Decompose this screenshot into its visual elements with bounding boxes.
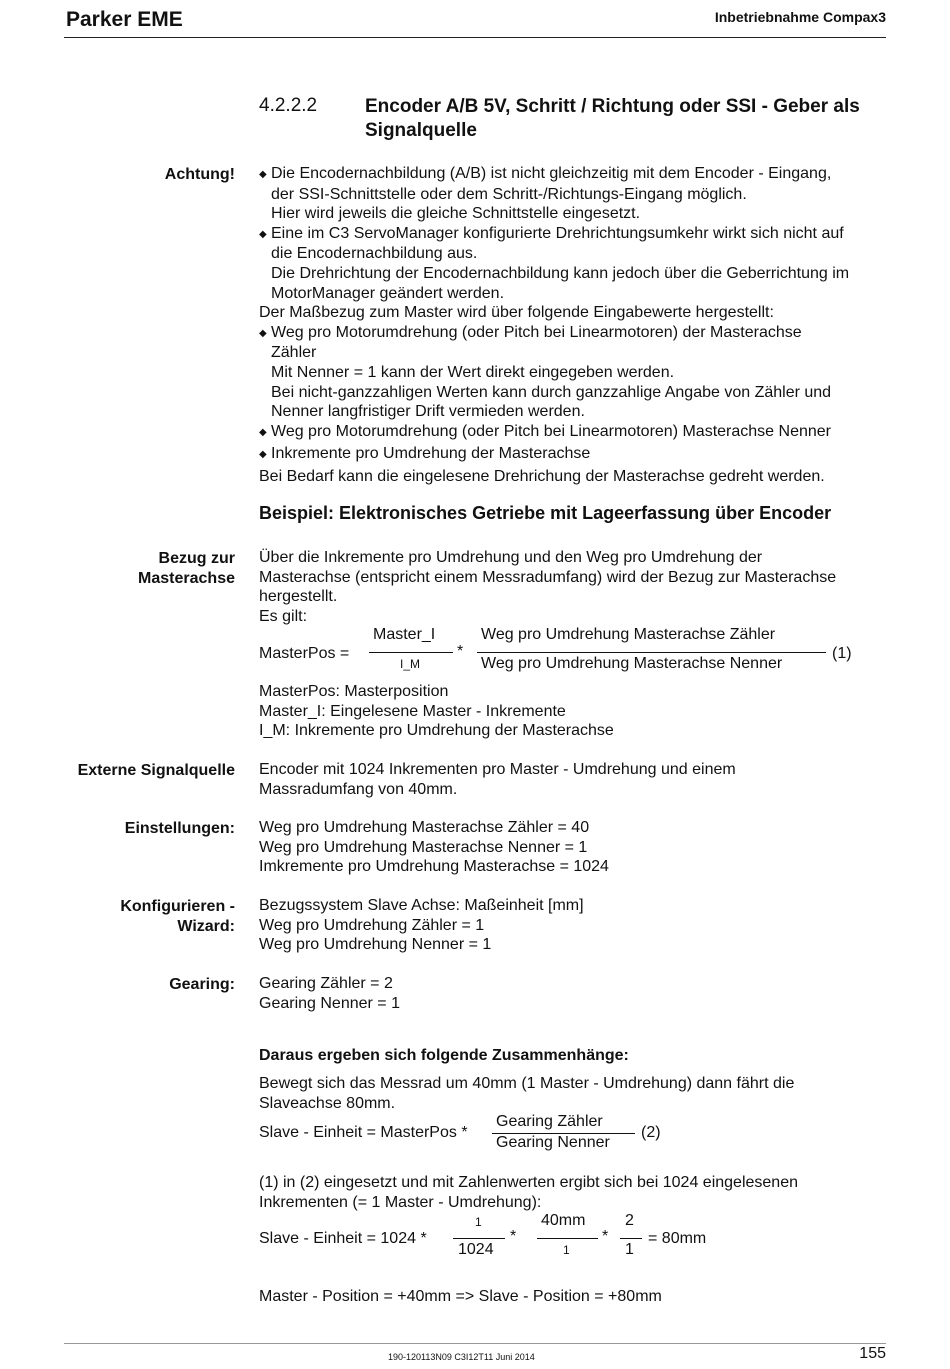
achtung-line: Der Maßbezug zum Master wird über folgende Eingabewerte hergestellt: bbox=[259, 304, 774, 322]
formula1-frac2-bar bbox=[477, 652, 826, 653]
achtung-line: der SSI-Schnittstelle oder dem Schritt-/Richtungs-Eingang möglich. bbox=[271, 185, 747, 203]
definition-line: MasterPos: Masterposition bbox=[259, 683, 449, 700]
diamond-bullet-icon: ◆ bbox=[259, 327, 267, 339]
gearing-line: Gearing Zähler = 2 bbox=[259, 975, 393, 992]
achtung-line: ◆ Weg pro Motorumdrehung (oder Pitch bei Linearmotoren) der Masterachse bbox=[259, 323, 899, 344]
einstellungen-label: Einstellungen: bbox=[124, 820, 235, 837]
bezug-line: hergestellt. bbox=[259, 588, 338, 606]
extern-line: Encoder mit 1024 Inkrementen pro Master - Umdrehung und einem bbox=[259, 761, 736, 778]
wizard-line: Bezugssystem Slave Achse: Maßeinheit [mm] bbox=[259, 897, 584, 914]
einstellungen-block bbox=[259, 818, 899, 877]
gearing-label: Gearing: bbox=[169, 976, 235, 993]
achtung-block bbox=[259, 164, 899, 487]
einsetz-line: (1) in (2) eingesetzt und mit Zahlenwerten ergibt sich bei 1024 eingelesenen bbox=[259, 1174, 798, 1191]
formula3-result: = 80mm bbox=[648, 1230, 707, 1247]
daraus-line: Slaveachse 80mm. bbox=[259, 1094, 396, 1112]
diamond-bullet-icon: ◆ bbox=[259, 426, 267, 438]
einstellungen-line: Imkremente pro Umdrehung Masterachse = 1024 bbox=[259, 858, 609, 876]
page-number: 155 bbox=[859, 1345, 886, 1362]
formula3-frac1-numerator: 1 bbox=[475, 1215, 482, 1229]
diamond-bullet-icon: ◆ bbox=[259, 449, 267, 461]
achtung-line: ◆ Weg pro Motorumdrehung (oder Pitch bei Linearmotoren) Masterachse Nenner bbox=[259, 422, 899, 443]
example-heading: Beispiel: Elektronisches Getriebe mit Lageerfassung über Encoder bbox=[259, 503, 832, 523]
extern-line: Massradumfang von 40mm. bbox=[259, 780, 458, 798]
formula3-frac3-numerator: 2 bbox=[625, 1212, 634, 1229]
achtung-line: ◆ Inkremente pro Umdrehung der Masterachse bbox=[259, 444, 899, 465]
achtung-line: ◆ Eine im C3 ServoManager konfigurierte Drehrichtungsumkehr wirkt sich nicht auf bbox=[259, 224, 899, 245]
header-manual-title: Inbetriebnahme Compax3 bbox=[714, 9, 886, 25]
achtung-line: ◆ Die Encodernachbildung (A/B) ist nicht gleichzeitig mit dem Encoder - Eingang, bbox=[259, 164, 899, 185]
section-number: 4.2.2.2 bbox=[259, 95, 318, 116]
achtung-line: Zähler bbox=[271, 344, 317, 362]
formula1-frac1-bar bbox=[369, 652, 453, 653]
diamond-bullet-icon: ◆ bbox=[259, 228, 267, 240]
formula1-frac1-denominator: I_M bbox=[400, 657, 421, 671]
bezug-label: Bezug zur Masterachse bbox=[138, 550, 235, 587]
formula1-frac2-numerator: Weg pro Umdrehung Masterachse Zähler bbox=[481, 626, 776, 643]
definition-line: Master_I: Eingelesene Master - Inkremente bbox=[259, 702, 566, 720]
einstellungen-line: Weg pro Umdrehung Masterachse Zähler = 40 bbox=[259, 819, 590, 836]
achtung-line: Nenner langfristiger Drift vermieden werden. bbox=[271, 403, 585, 421]
formula3-frac3-bar bbox=[620, 1238, 642, 1239]
wizard-line: Weg pro Umdrehung Zähler = 1 bbox=[259, 916, 485, 934]
bezug-line: Über die Inkremente pro Umdrehung und den Weg pro Umdrehung der bbox=[259, 549, 763, 566]
bezug-line: Es gilt: bbox=[259, 607, 308, 625]
formula3-frac2-bar bbox=[537, 1238, 598, 1239]
einstellungen-line: Weg pro Umdrehung Masterachse Nenner = 1 bbox=[259, 838, 588, 856]
bezug-block bbox=[259, 548, 899, 626]
achtung-line: Bei nicht-ganzzahligen Werten kann durch ganzzahlige Angabe von Zähler und bbox=[271, 383, 832, 401]
achtung-line: Mit Nenner = 1 kann der Wert direkt eingegeben werden. bbox=[271, 363, 675, 381]
formula1-frac2-denominator: Weg pro Umdrehung Masterachse Nenner bbox=[481, 655, 783, 672]
formula2-lhs: Slave - Einheit = MasterPos * bbox=[259, 1124, 468, 1141]
formula1-star: * bbox=[457, 643, 464, 660]
formula3-star2: * bbox=[602, 1228, 609, 1245]
section-title: Encoder A/B 5V, Schritt / Richtung oder SSI - Geber als Signalquelle bbox=[365, 96, 860, 141]
daraus-heading: Daraus ergeben sich folgende Zusammenhänge: bbox=[259, 1047, 629, 1064]
extern-label: Externe Signalquelle bbox=[77, 762, 235, 779]
header-divider bbox=[64, 37, 886, 38]
achtung-label: Achtung! bbox=[164, 166, 235, 183]
footer-divider bbox=[64, 1343, 886, 1344]
diamond-bullet-icon: ◆ bbox=[259, 169, 267, 180]
einsetz-block bbox=[259, 1173, 899, 1212]
daraus-block bbox=[259, 1074, 899, 1113]
gearing-block bbox=[259, 974, 899, 1013]
formula3-frac2-numerator: 40mm bbox=[541, 1212, 586, 1229]
achtung-line: Bei Bedarf kann die eingelesene Drehrichung der Masterachse gedreht werden. bbox=[259, 467, 825, 485]
header-brand: Parker EME bbox=[66, 8, 183, 31]
formula1-equation-number: (1) bbox=[832, 645, 852, 662]
bezug-line: Masterachse (entspricht einem Messradumfang) wird der Bezug zur Masterachse bbox=[259, 568, 837, 586]
formula1-frac1-numerator: Master_I bbox=[373, 626, 436, 643]
definitions-block bbox=[259, 682, 899, 741]
formula3-frac2-denominator: 1 bbox=[563, 1243, 570, 1257]
formula2-equation-number: (2) bbox=[641, 1124, 661, 1141]
gearing-line: Gearing Nenner = 1 bbox=[259, 994, 400, 1012]
formula2-denominator: Gearing Nenner bbox=[496, 1134, 610, 1151]
footer-document-code: 190-120113N09 C3I12T11 Juni 2014 bbox=[388, 1352, 535, 1362]
achtung-line: Hier wird jeweils die gleiche Schnittstelle eingesetzt. bbox=[271, 205, 641, 223]
wizard-block bbox=[259, 896, 899, 955]
achtung-line: die Encodernachbildung aus. bbox=[271, 245, 478, 263]
formula3-star1: * bbox=[510, 1228, 517, 1245]
formula3-frac3-denominator: 1 bbox=[625, 1241, 634, 1258]
achtung-line: MotorManager geändert werden. bbox=[271, 284, 505, 302]
formula1-lhs: MasterPos = bbox=[259, 645, 350, 662]
daraus-line: Bewegt sich das Messrad um 40mm (1 Master - Umdrehung) dann fährt die bbox=[259, 1075, 795, 1092]
formula2-numerator: Gearing Zähler bbox=[496, 1113, 603, 1130]
achtung-line: Die Drehrichtung der Encodernachbildung kann jedoch über die Geberrichtung im bbox=[271, 264, 850, 282]
definition-line: I_M: Inkremente pro Umdrehung der Masterachse bbox=[259, 722, 614, 740]
einsetz-line: Inkrementen (= 1 Master - Umdrehung): bbox=[259, 1193, 542, 1211]
wizard-label: Konfigurieren - Wizard: bbox=[120, 898, 235, 935]
extern-block bbox=[259, 760, 899, 799]
formula3-frac1-bar bbox=[453, 1238, 505, 1239]
final-line: Master - Position = +40mm => Slave - Position = +80mm bbox=[259, 1288, 662, 1305]
formula3-lhs: Slave - Einheit = 1024 * bbox=[259, 1230, 427, 1247]
formula3-frac1-denominator: 1024 bbox=[458, 1241, 494, 1258]
wizard-line: Weg pro Umdrehung Nenner = 1 bbox=[259, 936, 492, 954]
